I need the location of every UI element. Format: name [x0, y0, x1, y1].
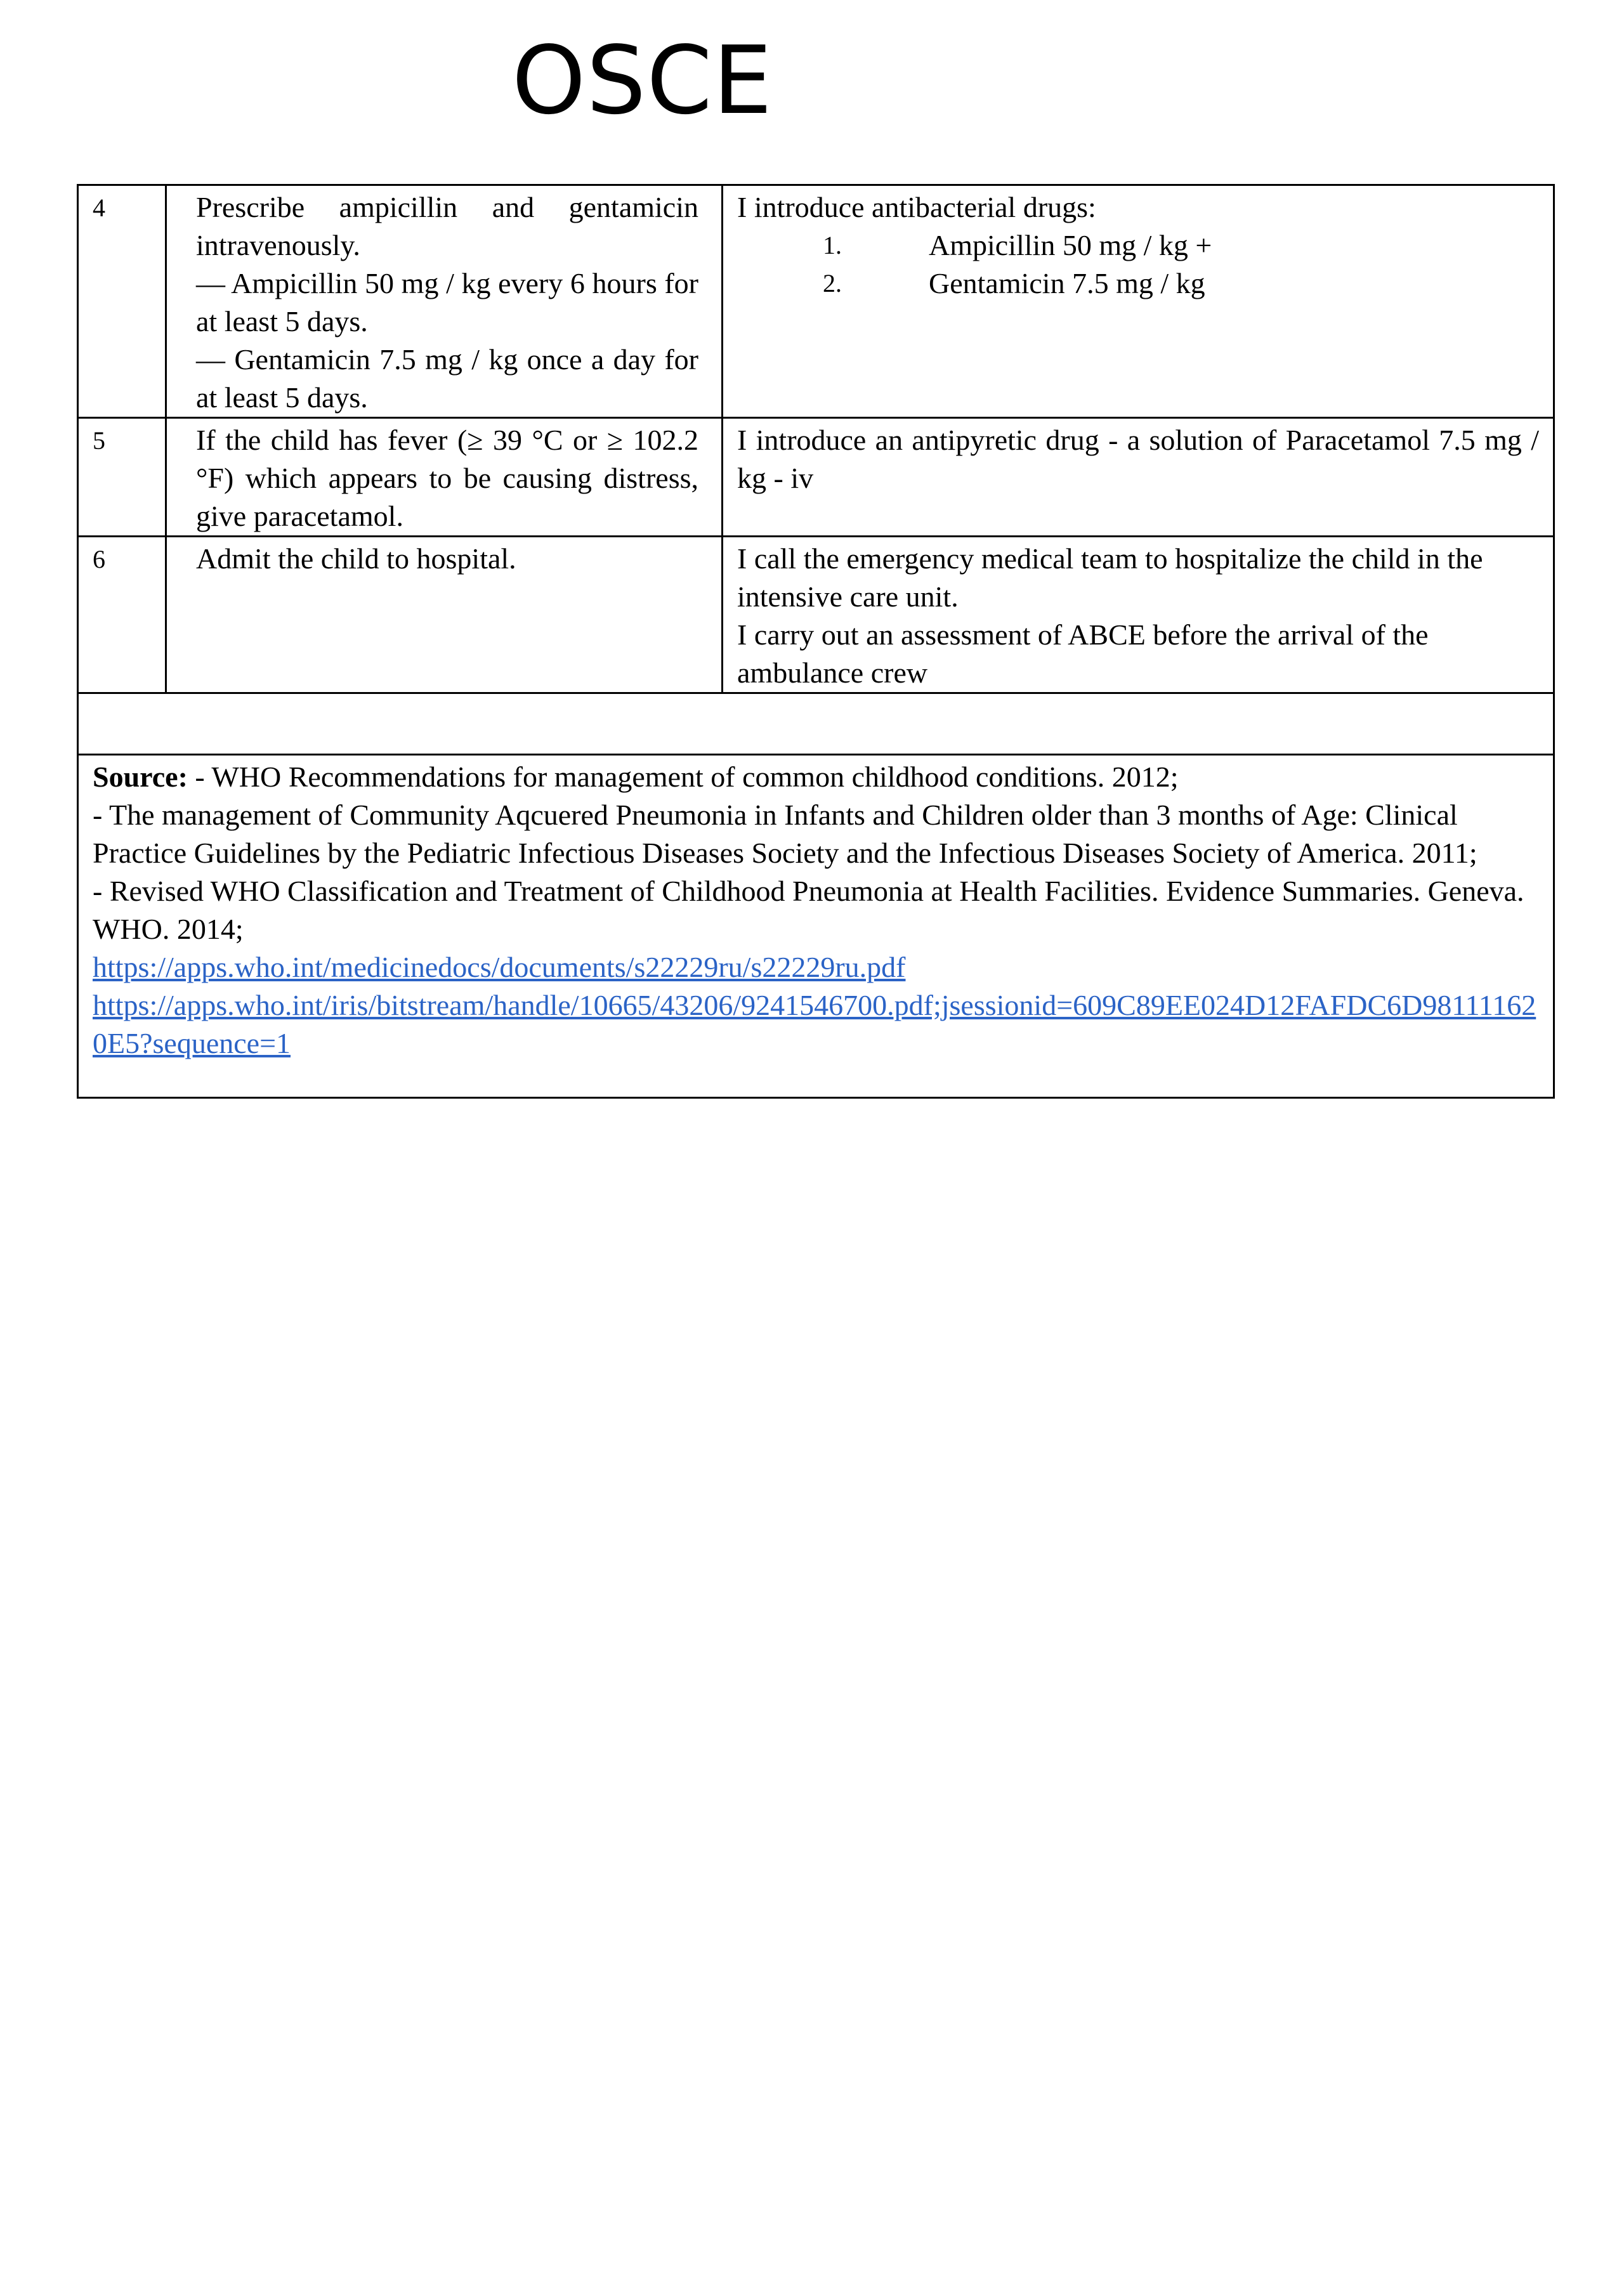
source-cell — [78, 755, 1554, 1098]
source-link[interactable]: https://apps.who.int/iris/bitstream/handle/10665/43206/9241546700.pdf;jsessionid=609C89EE024D12FAFDC6D981111620E5?sequence=1 — [93, 989, 1536, 1059]
source-line: - The management of Community Aqcuered Pneumonia in Infants and Children older than 3 months of Age: Clinical Practice Guidelines by the Pediatric Infectious Diseases Society and the Infectious Diseases Society of America. 2011; — [93, 799, 1477, 869]
step-action: If the child has fever (≥ 39 °C or ≥ 102.2 °F) which appears to be causing distress, give paracetamol. — [166, 418, 723, 537]
response-line: I call the emergency medical team to hospitalize the child in the intensive care unit. — [737, 542, 1483, 613]
list-text: Gentamicin 7.5 mg / kg — [929, 267, 1205, 299]
list-number: 2. — [823, 269, 842, 298]
list-item — [823, 226, 1539, 265]
source-row — [78, 755, 1554, 1098]
step-action — [166, 185, 723, 418]
list-text: Ampicillin 50 mg / kg + — [929, 229, 1212, 261]
response-line: I carry out an assessment of ABCE before the arrival of the ambulance crew — [737, 618, 1429, 689]
step-action: Admit the child to hospital. — [166, 537, 723, 693]
osce-table — [77, 184, 1555, 1099]
source-label: Source: — [93, 761, 188, 793]
list-item — [823, 265, 1539, 303]
step-response — [723, 185, 1554, 418]
action-line: — Ampicillin 50 mg / kg every 6 hours for at least 5 days. — [196, 267, 698, 337]
action-line: Prescribe ampicillin and gentamicin intravenously. — [196, 191, 698, 261]
step-number: 6 — [78, 537, 166, 693]
step-number: 5 — [78, 418, 166, 537]
blank-cell — [78, 693, 1554, 755]
blank-row — [78, 693, 1554, 755]
step-number: 4 — [78, 185, 166, 418]
response-intro: I introduce antibacterial drugs: — [737, 191, 1096, 223]
source-line: - Revised WHO Classification and Treatment of Childhood Pneumonia at Health Facilities. Evidence Summaries. Geneva. WHO. 2014; — [93, 875, 1524, 945]
action-line: — Gentamicin 7.5 mg / kg once a day for at least 5 days. — [196, 343, 698, 414]
step-response — [723, 537, 1554, 693]
source-text: - WHO Recommendations for management of common childhood conditions. 2012; — [187, 761, 1179, 793]
source-line — [93, 758, 1539, 796]
table-row — [78, 185, 1554, 418]
page-title: OSCE — [511, 26, 773, 135]
list-number: 1. — [823, 231, 842, 259]
table-row — [78, 537, 1554, 693]
source-link[interactable]: https://apps.who.int/medicinedocs/documents/s22229ru/s22229ru.pdf — [93, 951, 906, 983]
step-response: I introduce an antipyretic drug - a solution of Paracetamol 7.5 mg / kg - iv — [723, 418, 1554, 537]
table-row — [78, 418, 1554, 537]
